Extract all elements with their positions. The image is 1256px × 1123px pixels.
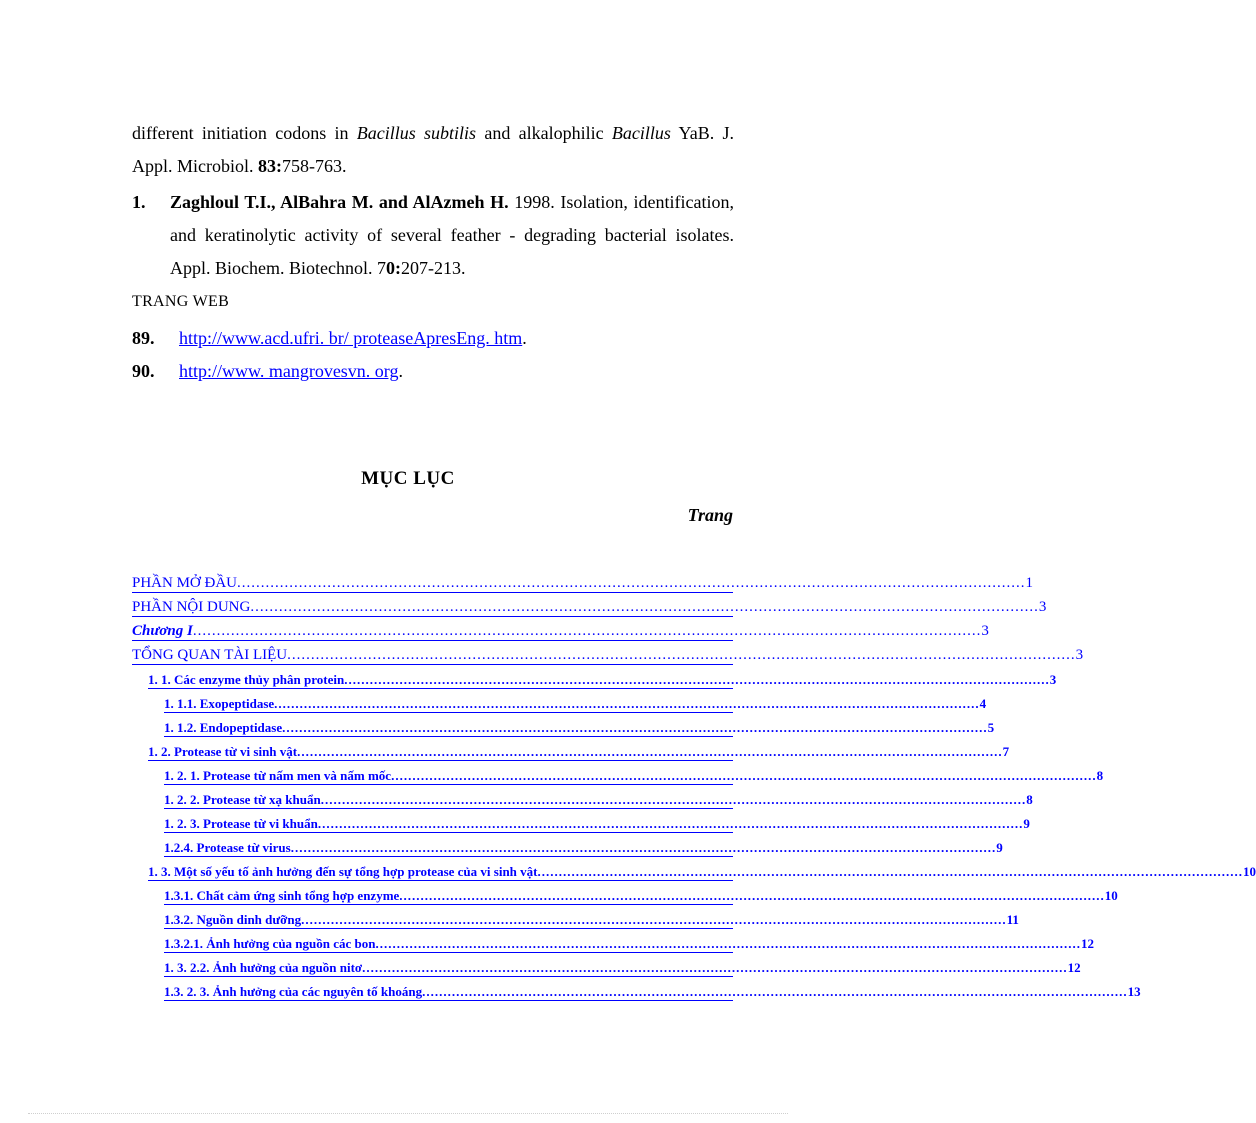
toc-entry-label: 1. 2. 2. Protease từ xạ khuẩn <box>164 792 321 807</box>
genus-name: Bacillus <box>611 123 671 143</box>
toc-entry[interactable]: 1. 1. Các enzyme thủy phân protein ...................................................................................................................................................................... 3 <box>148 666 733 689</box>
toc-entry-label: 1. 3. Một số yếu tố ảnh hưởng đến sự tổng hợp protease của vi sinh vật <box>148 864 538 879</box>
toc-entry-label: 1. 2. Protease từ vi sinh vật <box>148 744 298 759</box>
reference-continuation: different initiation codons in Bacillus subtilis and alkalophilic Bacillus YaB. J. Appl. Microbiol. 83:758-763. <box>132 123 734 176</box>
toc-entry-label: 1. 1.2. Endopeptidase <box>164 720 283 735</box>
reference-item <box>132 186 734 285</box>
toc-entry[interactable]: 1.3.1. Chất cảm ứng sinh tổng hợp enzyme ...................................................................................................................................................................... 10 <box>164 882 733 905</box>
toc-entry-page: 8 <box>1096 768 1104 783</box>
toc-page-header: Trang <box>687 505 733 525</box>
toc-entry-page: 7 <box>1002 744 1010 759</box>
toc-entry-label: 1. 2. 1. Protease từ nấm men và nấm mốc <box>164 768 392 783</box>
web-link[interactable]: http://www. mangrovesvn. org <box>179 361 399 381</box>
toc-entry-page: 8 <box>1026 792 1033 807</box>
toc-entry-label: 1.2.4. Protease từ virus <box>164 840 291 855</box>
toc-entry-label: 1.3.1. Chất cảm ứng sinh tổng hợp enzyme <box>164 888 400 903</box>
toc-entry[interactable]: 1. 3. Một số yếu tố ảnh hưởng đến sự tổng hợp protease của vi sinh vật ...................................................................................................................................................................... 10 <box>148 858 733 881</box>
toc-entry[interactable]: 1. 2. Protease từ vi sinh vật ...................................................................................................................................................................... 7 <box>148 738 733 761</box>
toc-entry-label: 1. 1. Các enzyme thủy phân protein <box>148 672 345 687</box>
volume: 83: <box>258 156 282 176</box>
toc-entry[interactable]: Chương I ...................................................................................................................................................................... 3 <box>132 618 733 641</box>
toc-entry-label: Chương I <box>132 623 193 639</box>
species-name: Bacillus subtilis <box>356 123 477 143</box>
toc-entry[interactable]: 1. 3. 2.2. Ảnh hưởng của nguồn nitơ ...................................................................................................................................................................... 12 <box>164 954 733 977</box>
toc-entry[interactable]: 1.3. 2. 3. Ảnh hưởng của các nguyên tố khoáng ...................................................................................................................................................................... 13 <box>164 978 733 1001</box>
toc-entry-page: 12 <box>1067 960 1081 975</box>
toc-entry-page: 13 <box>1127 984 1141 999</box>
toc-entry-label: 1.3.2. Nguồn dinh dưỡng <box>164 912 302 927</box>
toc-title: MỤC LỤC <box>361 468 455 489</box>
toc-entry[interactable]: PHẦN MỞ ĐẦU ...................................................................................................................................................................... 1 <box>132 570 733 593</box>
toc-entry[interactable]: TỔNG QUAN TÀI LIỆU ...................................................................................................................................................................... 3 <box>132 642 733 665</box>
toc-entry-page: 10 <box>1242 864 1256 879</box>
toc-entry-page: 3 <box>1038 599 1047 615</box>
toc-entry[interactable]: 1. 1.2. Endopeptidase ...................................................................................................................................................................... 5 <box>164 714 733 737</box>
toc-entry-label: 1. 2. 3. Protease từ vi khuẩn <box>164 816 318 831</box>
web-reference-number: 89. <box>132 328 155 348</box>
toc-entry[interactable]: 1. 2. 2. Protease từ xạ khuẩn ...................................................................................................................................................................... 8 <box>164 786 733 809</box>
toc-entry-label: 1. 3. 2.2. Ảnh hưởng của nguồn nitơ <box>164 960 363 975</box>
toc-entry-label: 1.3.2.1. Ảnh hưởng của nguồn các bon <box>164 936 376 951</box>
web-reference-item: 89. http://www.acd.ufri. br/ proteaseApresEng. htm. <box>132 328 527 348</box>
toc-entry-label: PHẦN MỞ ĐẦU <box>132 575 238 591</box>
toc-entry-page: 3 <box>1075 647 1084 663</box>
toc-entry[interactable]: 1. 2. 1. Protease từ nấm men và nấm mốc ...................................................................................................................................................................... 8 <box>164 762 733 785</box>
toc-entry-page: 12 <box>1081 936 1094 951</box>
reference-authors: Zaghloul T.I., AlBahra M. and AlAzmeh H. <box>170 192 509 212</box>
toc-entry-page: 11 <box>1006 912 1019 927</box>
toc-entry-page: 9 <box>996 840 1003 855</box>
web-reference-item: 90. http://www. mangrovesvn. org. <box>132 361 403 381</box>
volume: 0: <box>385 258 401 278</box>
toc-entry-page: 1 <box>1025 575 1034 591</box>
toc-entry-page: 10 <box>1104 888 1118 903</box>
toc-entry[interactable]: 1. 1.1. Exopeptidase ...................................................................................................................................................................... 4 <box>164 690 733 713</box>
toc-entry-page: 4 <box>979 696 987 711</box>
web-link[interactable]: http://www.acd.ufri. br/ proteaseApresEng. htm <box>179 328 523 348</box>
toc-entry[interactable]: 1.3.2. Nguồn dinh dưỡng ...................................................................................................................................................................... 11 <box>164 906 733 929</box>
reference-body: Zaghloul T.I., AlBahra M. and AlAzmeh H. 1998. Isolation, identification, and keratinolytic activity of several feather - degrading bacterial isolates. Appl. Biochem. Biotechnol. 70:207-213. <box>170 192 734 278</box>
toc-entry[interactable]: PHẦN NỘI DUNG ...................................................................................................................................................................... 3 <box>132 594 733 617</box>
toc-entry-page: 5 <box>987 720 995 735</box>
toc-entry-page: 3 <box>981 623 989 639</box>
reference-number: 1. <box>132 192 146 212</box>
toc-entry-page: 9 <box>1023 816 1030 831</box>
toc-entry-label: TỔNG QUAN TÀI LIỆU <box>132 647 288 663</box>
toc-entry-page: 3 <box>1049 672 1057 687</box>
page-footer-divider <box>28 1113 788 1114</box>
toc-entry[interactable]: 1.2.4. Protease từ virus ...................................................................................................................................................................... 9 <box>164 834 733 857</box>
toc-entry-label: 1. 1.1. Exopeptidase <box>164 696 275 711</box>
toc-entry[interactable]: 1.3.2.1. Ảnh hưởng của nguồn các bon ...................................................................................................................................................................... 12 <box>164 930 733 953</box>
web-section-heading: TRANG WEB <box>132 293 230 310</box>
web-reference-number: 90. <box>132 361 155 381</box>
toc-entry[interactable]: 1. 2. 3. Protease từ vi khuẩn ...................................................................................................................................................................... 9 <box>164 810 733 833</box>
toc-entry-label: 1.3. 2. 3. Ảnh hưởng của các nguyên tố khoáng <box>164 984 423 999</box>
toc-entry-label: PHẦN NỘI DUNG <box>132 599 251 615</box>
